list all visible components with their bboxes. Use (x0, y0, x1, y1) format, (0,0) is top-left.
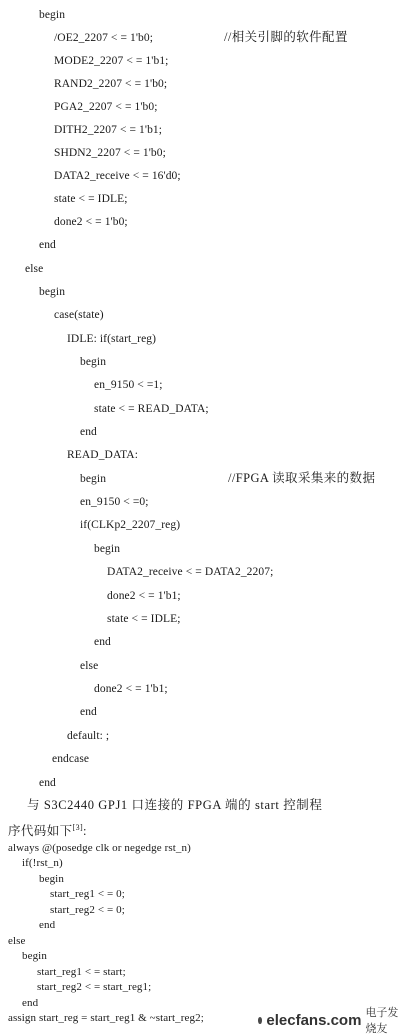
code-line: begin (22, 950, 47, 962)
code-line: done2 < = 1'b1; (94, 683, 168, 695)
code-line: else (80, 660, 99, 672)
code-line: else (8, 935, 26, 947)
code-line: end (80, 426, 97, 438)
code-comment: //相关引脚的软件配置 (224, 30, 348, 44)
code-line: else (25, 263, 44, 275)
code-line: READ_DATA: (67, 449, 138, 461)
code-line: always @(posedge clk or negedge rst_n) (8, 842, 191, 854)
code-line: default: ; (67, 730, 110, 742)
code-line: state < = IDLE; (54, 193, 128, 205)
code-line: end (94, 636, 111, 648)
code-line: assign start_reg = start_reg1 & ~start_reg2; (8, 1012, 204, 1024)
code-line: begin (80, 473, 107, 485)
code-line: /OE2_2207 < = 1'b0; (54, 32, 154, 44)
code-line: start_reg1 < = 0; (50, 888, 125, 900)
code-line: start_reg1 < = start; (37, 966, 126, 978)
code-line: start_reg2 < = 0; (50, 904, 125, 916)
code-line: DATA2_receive < = 16'd0; (54, 170, 181, 182)
code-line: begin (80, 356, 107, 368)
code-line: begin (39, 286, 66, 298)
code-line: state < = IDLE; (107, 613, 181, 625)
paragraph-punct: : (83, 824, 87, 839)
code-line: done2 < = 1'b1; (107, 590, 181, 602)
code-line: end (39, 919, 56, 931)
code-line: if(!rst_n) (22, 857, 63, 869)
citation-ref[interactable]: [3] (72, 823, 84, 832)
code-line: IDLE: if(start_reg) (67, 333, 157, 345)
watermark (258, 1006, 400, 1035)
code-line: DITH2_2207 < = 1'b1; (54, 124, 163, 136)
dot-icon (258, 1017, 262, 1024)
code-line: end (39, 239, 56, 251)
code-line: RAND2_2207 < = 1'b0; (54, 78, 168, 90)
code-line: if(CLKp2_2207_reg) (80, 519, 181, 531)
code-line: begin (94, 543, 121, 555)
code-line: DATA2_receive < = DATA2_2207; (107, 566, 274, 578)
code-line: MODE2_2207 < = 1'b1; (54, 55, 169, 67)
code-comment: //FPGA 读取采集来的数据 (228, 471, 376, 485)
code-line: en_9150 < =0; (80, 496, 149, 508)
code-line: end (39, 777, 56, 789)
code-line: PGA2_2207 < = 1'b0; (54, 101, 158, 113)
paragraph-text: 序代码如下 (8, 824, 73, 839)
body-paragraph-line: 与 S3C2440 GPJ1 口连接的 FPGA 端的 start 控制程 (27, 798, 323, 812)
code-line: start_reg2 < = start_reg1; (37, 981, 152, 993)
code-line: end (22, 997, 39, 1009)
code-line: begin (39, 9, 66, 21)
code-line: state < = READ_DATA; (94, 403, 209, 415)
code-line: begin (39, 873, 64, 885)
watermark-site: elecfans.com (266, 1011, 362, 1029)
code-line: endcase (52, 753, 90, 765)
code-line: done2 < = 1'b0; (54, 216, 128, 228)
code-line: case(state) (54, 309, 104, 321)
watermark-cn: 电子发烧友 (365, 1006, 399, 1035)
code-line: en_9150 < =1; (94, 379, 163, 391)
code-line: end (80, 706, 97, 718)
code-line: SHDN2_2207 < = 1'b0; (54, 147, 166, 159)
